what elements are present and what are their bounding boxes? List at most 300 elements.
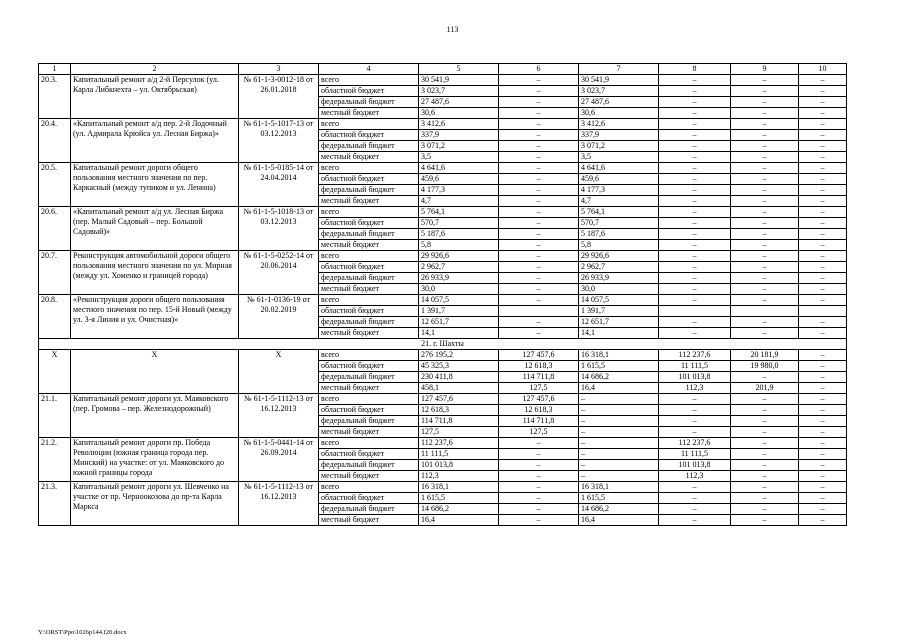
budget-type: местный бюджет [319, 328, 419, 339]
budget-value: 112 237,6 [659, 438, 731, 449]
budget-value: 5 764,1 [419, 207, 499, 218]
budget-value: – [799, 196, 847, 207]
budget-value: – [731, 284, 799, 295]
table-row [39, 438, 847, 449]
budget-value: – [499, 240, 579, 251]
budget-value: – [731, 405, 799, 416]
budget-type: местный бюджет [319, 515, 419, 526]
budget-value: 101 013,8 [659, 372, 731, 383]
budget-value: 14 686,2 [419, 504, 499, 515]
budget-value: 12 618,3 [419, 405, 499, 416]
budget-value: 101 013,8 [659, 460, 731, 471]
item-document: № 61-1-5-1018-13 от 03.12.2013 [239, 207, 319, 251]
item-number: 20.3. [39, 75, 71, 119]
budget-type: местный бюджет [319, 471, 419, 482]
table-row [39, 163, 847, 174]
budget-value: – [659, 229, 731, 240]
budget-value: – [659, 86, 731, 97]
budget-value: 101 013,8 [419, 460, 499, 471]
budget-value: – [731, 394, 799, 405]
budget-value: – [799, 97, 847, 108]
budget-value: – [499, 438, 579, 449]
table-row [39, 482, 847, 493]
budget-value [659, 306, 731, 317]
budget-value: 1 391,7 [579, 306, 659, 317]
budget-value: 26 933,9 [419, 273, 499, 284]
budget-value: – [579, 394, 659, 405]
budget-type: федеральный бюджет [319, 416, 419, 427]
budget-value: – [799, 504, 847, 515]
file-path-footer: Y:\ORST\Ppo\1026p144.f20.docx [38, 629, 127, 636]
budget-value: 14 057,5 [579, 295, 659, 306]
budget-value: 16 318,1 [579, 350, 659, 361]
budget-value: – [799, 350, 847, 361]
budget-value: 11 111,5 [659, 361, 731, 372]
budget-value: – [731, 273, 799, 284]
budget-type: всего [319, 75, 419, 86]
budget-value: 4,7 [419, 196, 499, 207]
budget-value: 30 541,9 [579, 75, 659, 86]
item-name: Реконструкция автомобильной дороги общего пользования местного значения по ул. Мирная (между ул. Хоменко и границей города) [71, 251, 239, 295]
budget-type: областной бюджет [319, 493, 419, 504]
budget-value: – [659, 75, 731, 86]
budget-value: – [499, 152, 579, 163]
budget-value: 230 411,8 [419, 372, 499, 383]
budget-value: 570,7 [579, 218, 659, 229]
budget-value: 276 195,2 [419, 350, 499, 361]
budget-value: – [659, 130, 731, 141]
budget-type: областной бюджет [319, 174, 419, 185]
item-document: Х [239, 350, 319, 394]
budget-value: – [659, 196, 731, 207]
item-document: № 61-1-5-0441-14 от 26.09.2014 [239, 438, 319, 482]
budget-value: 11 111,5 [659, 449, 731, 460]
budget-type: федеральный бюджет [319, 460, 419, 471]
budget-value: – [799, 449, 847, 460]
table-row [39, 207, 847, 218]
table-row [39, 251, 847, 262]
budget-value: – [499, 471, 579, 482]
budget-type: всего [319, 207, 419, 218]
budget-value: – [499, 262, 579, 273]
budget-value: 112,3 [659, 383, 731, 394]
budget-value: 4 177,3 [579, 185, 659, 196]
item-name: Капитальный ремонт дороги пр. Победа Революции (южная граница города пер. Минский) на участке: от ул. Маяковского до южной границы города [71, 438, 239, 482]
budget-value: – [799, 229, 847, 240]
item-name: Капитальный ремонт дороги ул. Маяковского (пер. Громова – пер. Железнодорожный) [71, 394, 239, 438]
budget-type: местный бюджет [319, 383, 419, 394]
budget-value: – [799, 218, 847, 229]
budget-value: – [799, 130, 847, 141]
item-document: № 61-1-5-1017-13 от 03.12.2013 [239, 119, 319, 163]
budget-value: – [659, 328, 731, 339]
budget-value: 5 187,6 [579, 229, 659, 240]
budget-value: – [799, 207, 847, 218]
budget-value: – [579, 449, 659, 460]
budget-value: – [731, 482, 799, 493]
budget-value: 112 237,6 [659, 350, 731, 361]
budget-value: – [731, 207, 799, 218]
item-number: 20.5. [39, 163, 71, 207]
item-number: 20.7. [39, 251, 71, 295]
budget-value: 14 686,2 [579, 372, 659, 383]
budget-value: – [659, 504, 731, 515]
item-document: № 61-1-5-1112-13 от 16.12.2013 [239, 482, 319, 526]
budget-value: – [499, 119, 579, 130]
budget-value: 3,5 [579, 152, 659, 163]
budget-value: 5,8 [579, 240, 659, 251]
budget-value: – [659, 493, 731, 504]
budget-value: 1 391,7 [419, 306, 499, 317]
budget-value: 14,1 [419, 328, 499, 339]
budget-type: местный бюджет [319, 108, 419, 119]
budget-value: – [799, 361, 847, 372]
budget-value: – [659, 284, 731, 295]
item-document: № 61-1-5-1112-13 от 16.12.2013 [239, 394, 319, 438]
budget-value: 114 711,8 [499, 372, 579, 383]
budget-value: – [659, 218, 731, 229]
budget-value: 5 187,6 [419, 229, 499, 240]
budget-type: местный бюджет [319, 240, 419, 251]
column-number: 8 [659, 64, 731, 75]
budget-value: 26 933,9 [579, 273, 659, 284]
budget-value: – [579, 438, 659, 449]
budget-value: 112,3 [659, 471, 731, 482]
column-number: 3 [239, 64, 319, 75]
budget-value [499, 306, 579, 317]
budget-value: 114 711,8 [499, 416, 579, 427]
budget-value: – [731, 295, 799, 306]
budget-value: – [731, 141, 799, 152]
budget-value: – [659, 317, 731, 328]
budget-value: – [659, 295, 731, 306]
budget-value: 3 071,2 [419, 141, 499, 152]
budget-value: 12 651,7 [419, 317, 499, 328]
budget-type: федеральный бюджет [319, 372, 419, 383]
budget-value: – [799, 295, 847, 306]
budget-value: 30,0 [419, 284, 499, 295]
budget-value: – [731, 97, 799, 108]
budget-value: – [499, 284, 579, 295]
budget-value: – [731, 317, 799, 328]
budget-value: – [799, 372, 847, 383]
item-number: 20.8. [39, 295, 71, 339]
budget-type: областной бюджет [319, 218, 419, 229]
item-name: «Капитальный ремонт а/д пер. 2-й Лодочный (ул. Адмирала Крюйса ул. Лесная Биржа)» [71, 119, 239, 163]
column-number: 4 [319, 64, 419, 75]
budget-value: – [799, 86, 847, 97]
budget-type: федеральный бюджет [319, 141, 419, 152]
item-name: Капитальный ремонт дороги ул. Шевченко на участке от пр. Черноокозова до пр-та Карла Маркса [71, 482, 239, 526]
budget-value: 459,6 [419, 174, 499, 185]
budget-value: 16,4 [419, 515, 499, 526]
budget-value: – [499, 207, 579, 218]
budget-type: федеральный бюджет [319, 229, 419, 240]
item-name: Х [71, 350, 239, 394]
budget-value: – [799, 427, 847, 438]
page-number: 113 [446, 25, 459, 34]
budget-value: 16 318,1 [419, 482, 499, 493]
budget-value: – [499, 449, 579, 460]
budget-value: – [731, 119, 799, 130]
budget-value: – [659, 515, 731, 526]
item-number: 20.6. [39, 207, 71, 251]
budget-value: – [799, 141, 847, 152]
budget-value: 16 318,1 [579, 482, 659, 493]
budget-value: – [799, 262, 847, 273]
budget-value: 4 177,3 [419, 185, 499, 196]
budget-type: областной бюджет [319, 361, 419, 372]
budget-value: – [499, 317, 579, 328]
budget-value: 3,5 [419, 152, 499, 163]
budget-value: – [499, 185, 579, 196]
budget-value: 16,4 [579, 515, 659, 526]
budget-value: – [499, 174, 579, 185]
budget-value: – [499, 504, 579, 515]
item-number: Х [39, 350, 71, 394]
budget-type: областной бюджет [319, 306, 419, 317]
budget-value: – [731, 493, 799, 504]
budget-value: 29 926,6 [579, 251, 659, 262]
budget-value: – [659, 416, 731, 427]
budget-value: 337,9 [579, 130, 659, 141]
budget-type: всего [319, 438, 419, 449]
item-name: «Реконструкция дороги общего пользования местного значения по пер. 15-й Новый (между ул. 3-я Линия и ул. Очистная)» [71, 295, 239, 339]
budget-value: – [659, 163, 731, 174]
budget-value: 4 641,6 [419, 163, 499, 174]
budget-value: 112 237,6 [419, 438, 499, 449]
budget-type: федеральный бюджет [319, 185, 419, 196]
budget-value: – [659, 207, 731, 218]
budget-value: 127 457,6 [419, 394, 499, 405]
budget-type: всего [319, 163, 419, 174]
budget-value: 459,6 [579, 174, 659, 185]
budget-value: 30 541,9 [419, 75, 499, 86]
budget-value: – [579, 405, 659, 416]
budget-value: – [799, 482, 847, 493]
budget-value: 4 641,6 [579, 163, 659, 174]
budget-value: – [731, 196, 799, 207]
budget-value: – [799, 471, 847, 482]
budget-value: 127 457,6 [499, 394, 579, 405]
budget-value: 12 651,7 [579, 317, 659, 328]
budget-type: местный бюджет [319, 196, 419, 207]
budget-type: областной бюджет [319, 262, 419, 273]
budget-value: 14,1 [579, 328, 659, 339]
budget-value: – [799, 240, 847, 251]
budget-value: – [659, 108, 731, 119]
budget-type: всего [319, 119, 419, 130]
budget-value: 29 926,6 [419, 251, 499, 262]
budget-value: – [799, 383, 847, 394]
budget-value: – [799, 394, 847, 405]
budget-value: – [731, 515, 799, 526]
budget-value: 5,8 [419, 240, 499, 251]
table-row [39, 394, 847, 405]
budget-value: – [731, 262, 799, 273]
budget-value: – [659, 427, 731, 438]
budget-value: – [659, 185, 731, 196]
budget-value: – [799, 251, 847, 262]
table-row [39, 119, 847, 130]
budget-value: – [499, 163, 579, 174]
budget-value: – [731, 86, 799, 97]
budget-value: – [731, 372, 799, 383]
budget-value: – [731, 504, 799, 515]
budget-value: 2 962,7 [579, 262, 659, 273]
budget-value: 127,5 [499, 427, 579, 438]
budget-type: федеральный бюджет [319, 504, 419, 515]
budget-value: – [731, 108, 799, 119]
budget-value: 30,6 [579, 108, 659, 119]
budget-value: 20 181,9 [731, 350, 799, 361]
budget-value: 11 111,5 [419, 449, 499, 460]
budget-value: – [731, 163, 799, 174]
budget-value: 1 615,5 [419, 493, 499, 504]
budget-value: – [799, 273, 847, 284]
budget-value: 337,9 [419, 130, 499, 141]
budget-value: – [731, 130, 799, 141]
column-number: 2 [71, 64, 239, 75]
budget-value: 458,1 [419, 383, 499, 394]
budget-value: – [799, 438, 847, 449]
budget-value: – [659, 141, 731, 152]
budget-value: – [799, 152, 847, 163]
budget-value: – [799, 317, 847, 328]
budget-value: 30,6 [419, 108, 499, 119]
budget-value: 30,0 [579, 284, 659, 295]
budget-value: 1 615,5 [579, 493, 659, 504]
budget-value: – [731, 240, 799, 251]
budget-value: 127,5 [419, 427, 499, 438]
budget-value: – [499, 196, 579, 207]
budget-value: – [499, 273, 579, 284]
budget-value: – [499, 295, 579, 306]
budget-value: 1 615,5 [579, 361, 659, 372]
budget-value: 114 711,8 [419, 416, 499, 427]
budget-value: – [731, 460, 799, 471]
budget-value: – [799, 460, 847, 471]
budget-value: – [659, 240, 731, 251]
budget-value: – [499, 229, 579, 240]
item-name: Капитальный ремонт а/д 2-й Персулок (ул. Карла Либкнехта – ул. Октябрьская) [71, 75, 239, 119]
column-number: 7 [579, 64, 659, 75]
budget-value: – [499, 515, 579, 526]
section-title: 21. г. Шахты [39, 339, 847, 350]
budget-value: – [659, 152, 731, 163]
item-number: 20.4. [39, 119, 71, 163]
budget-value: – [799, 328, 847, 339]
budget-value: – [659, 251, 731, 262]
budget-value: – [731, 218, 799, 229]
budget-value: – [799, 108, 847, 119]
budget-value: – [659, 97, 731, 108]
budget-value: – [499, 493, 579, 504]
budget-value: – [799, 75, 847, 86]
column-number: 9 [731, 64, 799, 75]
budget-value: 27 487,6 [579, 97, 659, 108]
column-numbers-row [39, 64, 847, 75]
budget-value [731, 306, 799, 317]
budget-value: 4,7 [579, 196, 659, 207]
budget-value: – [499, 460, 579, 471]
budget-value: – [731, 229, 799, 240]
budget-value: 112,3 [419, 471, 499, 482]
budget-value: – [659, 273, 731, 284]
budget-value: – [579, 460, 659, 471]
budget-value: – [799, 284, 847, 295]
budget-value: 19 980,0 [731, 361, 799, 372]
budget-value: – [499, 75, 579, 86]
budget-value: – [659, 262, 731, 273]
budget-type: федеральный бюджет [319, 97, 419, 108]
budget-type: областной бюджет [319, 449, 419, 460]
budget-value: 16,4 [579, 383, 659, 394]
item-document: № 61-1-3-0012-18 от 26.01.2018 [239, 75, 319, 119]
budget-value: – [499, 328, 579, 339]
budget-type: местный бюджет [319, 427, 419, 438]
budget-value: – [579, 427, 659, 438]
column-number: 6 [499, 64, 579, 75]
budget-value: 127,5 [499, 383, 579, 394]
budget-value: 3 071,2 [579, 141, 659, 152]
budget-type: всего [319, 295, 419, 306]
item-number: 21.3. [39, 482, 71, 526]
budget-value: – [659, 119, 731, 130]
budget-value: 2 962,7 [419, 262, 499, 273]
budget-value: – [499, 108, 579, 119]
budget-value: – [731, 449, 799, 460]
budget-value: – [499, 141, 579, 152]
column-number: 1 [39, 64, 71, 75]
budget-value: – [731, 251, 799, 262]
budget-value: – [731, 427, 799, 438]
budget-type: всего [319, 251, 419, 262]
column-number: 5 [419, 64, 499, 75]
budget-table [38, 63, 847, 526]
item-number: 21.2. [39, 438, 71, 482]
budget-value: – [731, 75, 799, 86]
budget-value: – [499, 251, 579, 262]
budget-value: – [799, 119, 847, 130]
budget-value: 27 487,6 [419, 97, 499, 108]
item-document: № 61-1-5-0185-14 от 24.04.2014 [239, 163, 319, 207]
item-document: № 61-1-5-0252-14 от 20.06.2014 [239, 251, 319, 295]
budget-value: 3 412,6 [579, 119, 659, 130]
budget-value: 12 618,3 [499, 361, 579, 372]
budget-type: всего [319, 350, 419, 361]
budget-value: – [659, 405, 731, 416]
budget-value: – [731, 471, 799, 482]
budget-value: – [659, 174, 731, 185]
budget-value: – [799, 515, 847, 526]
budget-value: 570,7 [419, 218, 499, 229]
budget-value: – [799, 493, 847, 504]
budget-value: – [799, 416, 847, 427]
budget-value: 14 057,5 [419, 295, 499, 306]
budget-value: – [799, 185, 847, 196]
item-name: «Капитальный ремонт а/д ул. Лесная Биржа (пер. Малый Садовый – пер. Большой Садовый)» [71, 207, 239, 251]
budget-type: местный бюджет [319, 152, 419, 163]
budget-value: – [499, 86, 579, 97]
budget-value: – [799, 163, 847, 174]
budget-type: всего [319, 482, 419, 493]
table-row [39, 295, 847, 306]
budget-value: – [499, 482, 579, 493]
table-row [39, 75, 847, 86]
budget-value: – [499, 218, 579, 229]
item-number: 21.1. [39, 394, 71, 438]
